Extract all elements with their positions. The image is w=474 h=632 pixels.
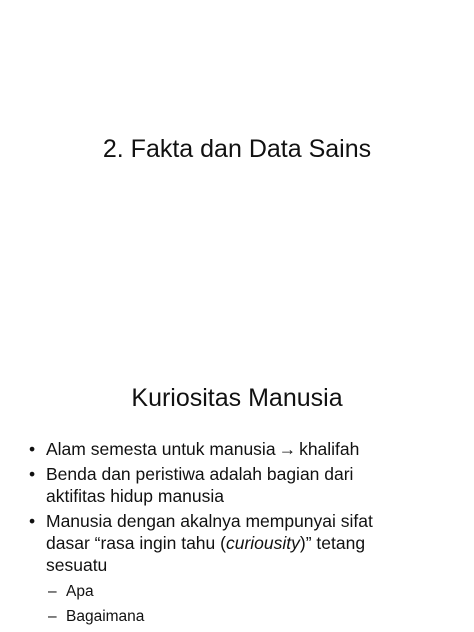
bullet-line-3: sesuatu (46, 555, 108, 575)
slide-2-title: Kuriositas Manusia (131, 384, 343, 412)
bullet-line-2: aktifitas hidup manusia (46, 486, 225, 506)
bullet-line-1: Benda dan peristiwa adalah bagian dari (46, 464, 354, 484)
bullet-list (28, 438, 448, 629)
bullet-text-before-arrow: Alam semesta untuk manusia (46, 439, 276, 459)
bullet-dot-icon: • (29, 439, 36, 459)
bullet-item-alam-semesta (28, 438, 448, 460)
bullet-text-after-arrow: khalifah (299, 439, 360, 459)
bullet-dot-icon: • (29, 511, 36, 531)
sub-item-bagaimana (28, 604, 448, 629)
bullet-line-1: Manusia dengan akalnya mempunyai sifat (46, 511, 373, 531)
bullet-dot-icon: • (29, 464, 36, 484)
sub-item-apa (28, 579, 448, 604)
bullet-line-2-prefix: dasar “rasa ingin tahu ( (46, 533, 226, 553)
slide-1-title: 2. Fakta dan Data Sains (102, 135, 372, 163)
italic-term: curiousity (225, 533, 300, 553)
bullet-item-manusia-akal (28, 510, 448, 576)
sub-item-label: Apa (66, 583, 94, 600)
right-arrow-icon: → (278, 439, 297, 459)
sub-item-label: Bagaimana (66, 608, 145, 625)
bullet-item-benda-peristiwa (28, 463, 448, 507)
bullet-line-2-suffix: )” tetang (299, 533, 366, 553)
dash-icon: – (48, 608, 57, 625)
slide-2 (0, 355, 474, 632)
dash-icon: – (48, 583, 57, 600)
